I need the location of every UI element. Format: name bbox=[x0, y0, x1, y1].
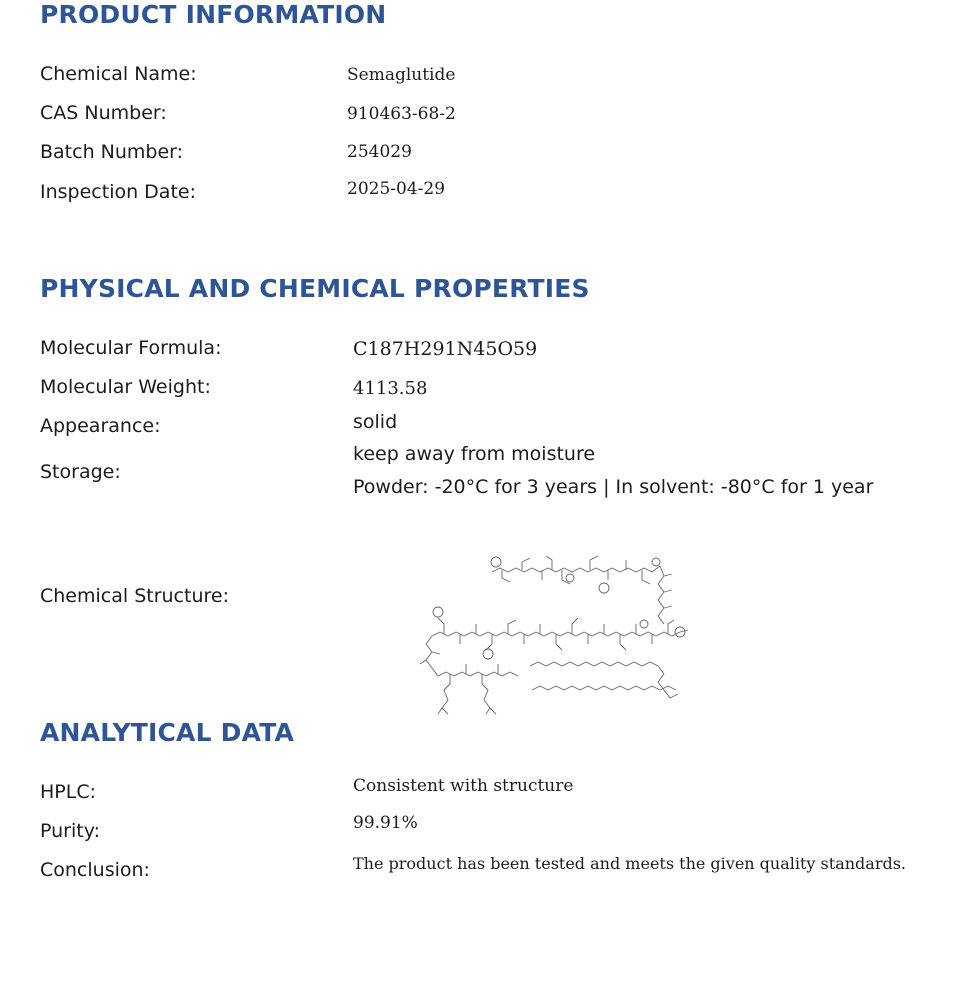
inspection-date-label: Inspection Date: bbox=[40, 181, 196, 203]
molecular-formula-label: Molecular Formula: bbox=[40, 337, 222, 359]
inspection-date-value: 2025-04-29 bbox=[347, 179, 446, 199]
appearance-value: solid bbox=[353, 411, 398, 433]
molecular-formula-value: C187H291N45O59 bbox=[353, 338, 538, 360]
purity-value: 99.91% bbox=[353, 813, 418, 833]
purity-label: Purity: bbox=[40, 820, 100, 842]
hplc-label: HPLC: bbox=[40, 781, 96, 803]
appearance-label: Appearance: bbox=[40, 415, 161, 437]
batch-number-value: 254029 bbox=[347, 142, 412, 162]
chemical-name-value: Semaglutide bbox=[347, 65, 456, 85]
conclusion-value: The product has been tested and meets the given quality standards. bbox=[353, 854, 907, 873]
molecular-weight-label: Molecular Weight: bbox=[40, 376, 211, 398]
analytical-data-heading: ANALYTICAL DATA bbox=[40, 718, 295, 747]
cas-number-label: CAS Number: bbox=[40, 102, 167, 124]
physical-chemical-properties-heading: PHYSICAL AND CHEMICAL PROPERTIES bbox=[40, 274, 590, 303]
molecular-weight-value: 4113.58 bbox=[353, 378, 428, 399]
storage-value-line2: Powder: -20°C for 3 years | In solvent: -80°C for 1 year bbox=[353, 476, 874, 498]
chemical-structure-image bbox=[412, 548, 697, 718]
chemical-name-label: Chemical Name: bbox=[40, 63, 197, 85]
batch-number-label: Batch Number: bbox=[40, 141, 184, 163]
chemical-structure-label: Chemical Structure: bbox=[40, 585, 229, 607]
storage-label: Storage: bbox=[40, 461, 121, 483]
conclusion-label: Conclusion: bbox=[40, 859, 150, 881]
cas-number-value: 910463-68-2 bbox=[347, 104, 456, 124]
storage-value-line1: keep away from moisture bbox=[353, 443, 596, 465]
hplc-value: Consistent with structure bbox=[353, 776, 574, 796]
product-information-heading: PRODUCT INFORMATION bbox=[40, 0, 387, 29]
